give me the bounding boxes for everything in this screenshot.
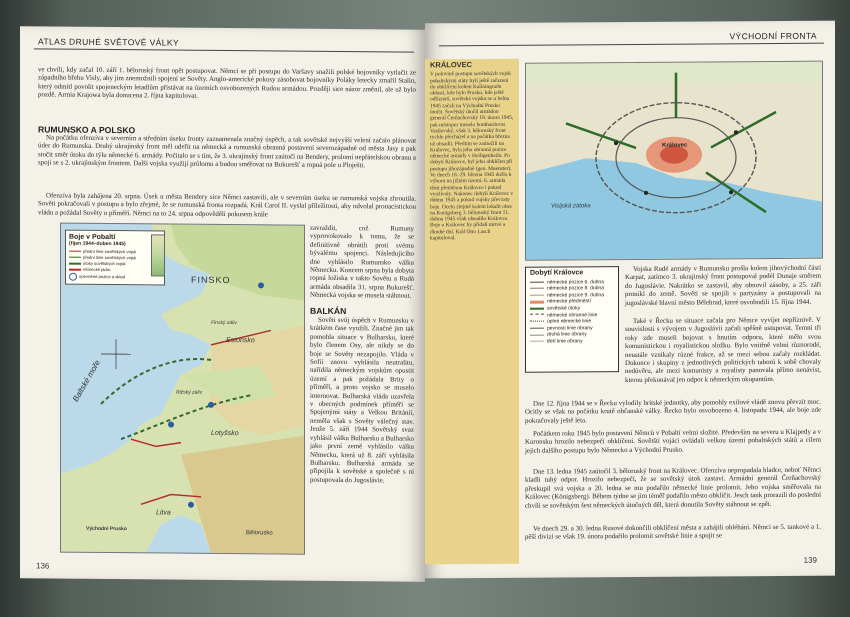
left-page bbox=[20, 26, 425, 582]
label-finsky-zaliv: Finský záliv bbox=[211, 319, 237, 327]
balkan-paragraph: Sověti svůj úspěch v Rumunsku v krátkém čase využili. Značné jim tak pomohla situace v Bulharsku, které bylo členem Osy, ale nikdy se do boje se Sověty nezapojilo. Vláda v Sofii znovu vyhlásila neutralitu, nařídila německým vojskům opustit území a pak požádala Brity o příměří, a proto vojsko se muselo internovat. Bulharská vláda uzavřela v obecných podmínek příměří se Spojenými státy a Velkou Británií, neměla však s Sověty válečný stav. Jenže 5. září 1944 Sovětský svaz vyhlásil válku Bulharsku a Bulharsko jako první země vyhlásilo válku Německu, která už 8. září vyhlásila Bulharsku. Bulharská armáda se připojila k sovětské a společně s ní postupovala do Jugoslávie. bbox=[310, 316, 414, 485]
label-rizsky-zaliv: Rižský záliv bbox=[176, 389, 203, 396]
label-baltske-more: Baltské moře bbox=[71, 358, 103, 404]
legend-item-0: přední linie sovětských vojsk bbox=[69, 249, 161, 256]
map-kralovec bbox=[525, 61, 823, 261]
label-lotyssko: Lotyšsko bbox=[211, 429, 239, 438]
legend-entry-5: německé obranné linie bbox=[530, 312, 614, 319]
legend-item-2: útoky sovětských vojsk bbox=[69, 261, 161, 268]
sidebar-text: V polovině postupu sovětských vojsk pobaltskými státy byli ještě zařazeni do obklíčení kolem Kaliningradu oblasti, kde bylo Prusko, kde ještě odříznutí, sovětská vojska se u ledna 1945 začali na Východní Prusko útočit. Sovětský útočil armádou generál Čerňachovský 18. února 1945, pak místopor muselo bombardovat Vasilevský, však 3. běloruský front rychle přecházel a na počátku března už obsadil. Předtím se zaútočili na Královec, byla jeho obranná pozice německé armády v Heiligenbeilu. Po dobytí Královce, byl jeho obklíčen při postupu jihozápadně (gen. Muenster). Ve dnech 18.-29. března 1945 došlo k výboru na jižním území. 6. armáda těmi přeměnou Královce i pokud využívaly. Nakonec dobyli Královec v dubnu 1945 a pokud vojsky převzaty boje. Ocelu zřejmě kolem lokalit obec na Konigsberg 3. běloruský front 11. dubna 1945 však obsadilo Královce. Boje o Královec by přidali mrtvé a dlouhé dní. Král Otto Lasch kapituloval. bbox=[430, 71, 514, 242]
legend-entry-0: německé pozice 6. dubna bbox=[530, 279, 614, 286]
sidebar-kralovec bbox=[425, 59, 519, 565]
label-vychodni-prusko: Východní Prusko bbox=[86, 525, 127, 533]
legend-item-4: opevněné pozice a sklad bbox=[69, 273, 161, 282]
section-heading-balkan: BALKÁN bbox=[310, 305, 347, 317]
legend-entry-9: třetí linie obrany bbox=[530, 338, 614, 345]
sidebar-heading: KRÁLOVEC bbox=[430, 60, 473, 70]
map-legend-kralovec bbox=[525, 266, 619, 373]
legend-title: Dobytí Královce bbox=[530, 269, 584, 277]
header-rule-right bbox=[439, 43, 824, 47]
legend-entry-1: německé pozice 8. dubna bbox=[530, 285, 614, 292]
legend-entry-8: druhá linie obrany bbox=[530, 331, 614, 338]
label-kralovec-city: Královec bbox=[662, 142, 688, 149]
intro-paragraph: ve chvíli, kdy začal 10. září 1. běloruský front opět postupovat. Němci se při postupu do Varšavy snažili polské bojovníky vytlačit ze západního břehu Visly, aby jim znemožnili spojení se Sověty. Anglo-americké pokusy zásobovat bojovníky Poláky letecky zmařil Stalin, který odmítl povolit spojeneckým letadlům přistávat na územích osvobozených Rudou armádou. Později sice názor změnil, ale už bylo pozdě. Armia Krajowa byla donucena 2. října kapitulovat. bbox=[38, 66, 416, 101]
label-estonsko: Estonsko bbox=[226, 337, 255, 345]
legend-entry-2: německé pozice 9. dubna bbox=[530, 292, 614, 299]
legend-entry-7: pevnosti linie obrany bbox=[530, 325, 614, 332]
section-paragraph-1: Na počátku ofenzíva v severním a středním úseku fronty zaznamenala značný úspěch, a tak sovětské nejvyšší velení začalo plánovat úder do Rumunska. Druhý ukrajinský front měl udeřit na německá a rumunská obranná postavení severozápadně od města Jasy a pak stočit směr útoku do týlu německé 6. armády. Počítalo se s tím, že 3. ukrajinský front zaútočí na Bendery, prolomí nepřátelskou obranu a spojí se s 2. ukrajinským frontem. Další vojska využijí průlomu a budou směřovat na Bukurešť a ropná pole u Ploješti. bbox=[38, 134, 416, 170]
legend-entry-3: německé předměstí bbox=[530, 298, 614, 305]
elevation-scale bbox=[151, 234, 165, 276]
label-visla-zatoka: Visijská zátoka bbox=[551, 203, 591, 210]
right-paragraph-1: Vojska Rudé armády v Rumunsku prošla kolem jihovýchodní části Karpat, zatímco 3. ukrajinský front postupoval podél Dunaje směrem do Jugoslávie. Nakrátko se zastavil, aby obnovil zásoby, a 25. září pronikl do země. Sověti se spojili s partyzány a postupovali na jugoslávské hlavní město Bělehrad, které osvobodili 15. října 1944. bbox=[625, 264, 821, 307]
section-heading-rumunsko: RUMUNSKO A POLSKO bbox=[38, 124, 136, 136]
column-text: zavraždit, což Rumuny vyprovokovalo k tomu, že se definitivně obrátili proti svému bývalému spojenci. Následujícího dne vyhlásilo Rumunsko válku Německu. Koncem srpna byla dobyta ropná ložiska v takto Sovětu a Rudá armáda obsadila 31. srpna Bukurešť. Německá vojska se musela stáhnout. bbox=[310, 224, 414, 300]
right-paragraph-6: Ve dnech 29. a 30. ledna Rusové dokončili obklíčení města a zahájili obléhání. Němci se 5. tankové a 1. pěší divizi se však 19. února podařilo prolomit sovětské linie a spojit se bbox=[525, 523, 821, 542]
map-baltic-subtitle: (říjen 1944–duben 1945) bbox=[69, 240, 126, 248]
section-paragraph-2: Ofenzíva byla zahájena 20. srpna. Úsek u města Bendery sice Němci zastavili, ale v severním úseku se rumunská vojska zhroutila. Sověti pokračovali v postupu a bylo zřejmé, že se rumunská fronta rozpadá. Král Carol II. vyslal příležitosti, aby odvolal pronacistickou vládu a požádal Sověty o příměří. Němci na to 24. srpna odpověděli pokusem krále bbox=[38, 192, 416, 219]
legend-entry-4: sovětské útoky bbox=[530, 305, 614, 312]
running-head-left: ATLAS DRUHÉ SVĚTOVÉ VÁLKY bbox=[38, 36, 180, 48]
right-paragraph-3: Dne 12. října 1944 se v Řecku vylodily britské jednotky, aby pomohly exilové vládě znovu převzít moc. Ocitly se však na počátku krutě občanské války. Řecko bylo osvobozeno 4. listopadu 1944, ale boje zde pokračovaly ještě léta. bbox=[525, 398, 821, 425]
label-finsko: FINSKO bbox=[191, 274, 231, 286]
legend-entry-6: úplné německé linie bbox=[530, 318, 614, 325]
map-kralovec-graphic bbox=[526, 62, 822, 260]
page-number-right: 139 bbox=[803, 555, 817, 565]
map-baltic-legend bbox=[65, 230, 165, 286]
label-litva: Litva bbox=[156, 509, 171, 517]
running-head-right: VÝCHODNÍ FRONTA bbox=[729, 30, 817, 42]
header-rule bbox=[34, 48, 414, 52]
page-number-left: 136 bbox=[36, 561, 50, 571]
legend-item-1: přední linie sovětských vojsk bbox=[69, 255, 161, 262]
label-belorusko: Bělorusko bbox=[246, 530, 273, 537]
map-baltic-title: Boje v Pobaltí bbox=[69, 233, 116, 242]
right-paragraph-4: Počátkem roku 1945 bylo postavení Němců v Pobaltí velmi složité. Především na severu u Klajpedy a v Kuronsku hrozilo nebezpečí obklíčení. Sovětští vojáci ovládali velkou území pobaltských států a cílem jejich dalšího postupu bylo Německo a Východní Prusko. bbox=[525, 428, 821, 455]
map-baltic bbox=[60, 223, 305, 555]
right-page bbox=[425, 21, 835, 579]
right-paragraph-2: Také v Řecku se situace začala pro Němce vyvíjet nepříznivě. V souvislosti s vývojem v Jugoslávii začali spěšně ustupovat. Temní tři roky zde museli bojovat s hnutím odporu, které mělo svou komunistickou i royalistickou složku. Bylo vnitřně velmi různorodé, neustále vznikaly různé frakce, až se mezi sebou začaly rozkládat. Dokonce i skupiny z jednotlivých politických taborů k sobě chovaly nedůvěru, ale mezi komunisty a royalisty panovala přímo nenávist, kterou překonával jen odpor k německým okupantům. bbox=[625, 316, 821, 384]
right-paragraph-5: Dne 13. ledna 1945 zaútočil 3. běloruský front na Královec. Ofenzíva nepropadala hladce, neboť Němci kladli tuhý odpor. Hrozilo nebezpečí, že se sovětský útok zastaví. Armádní generál Čerňachovský přeskupil svá vojska a 20. ledna se mu podařilo německé linie prolomit. Jeho vojska směřovala na Královec (Königsberg). Během týdne se jim téměř podařilo město obklíčit. Jesch tank prorazili do poslední chvíli se sovětským šest německých útočných děl, která donutila Sověty stáhnout se zpět. bbox=[525, 466, 821, 510]
legend-item-3: německé jádro bbox=[69, 267, 161, 274]
